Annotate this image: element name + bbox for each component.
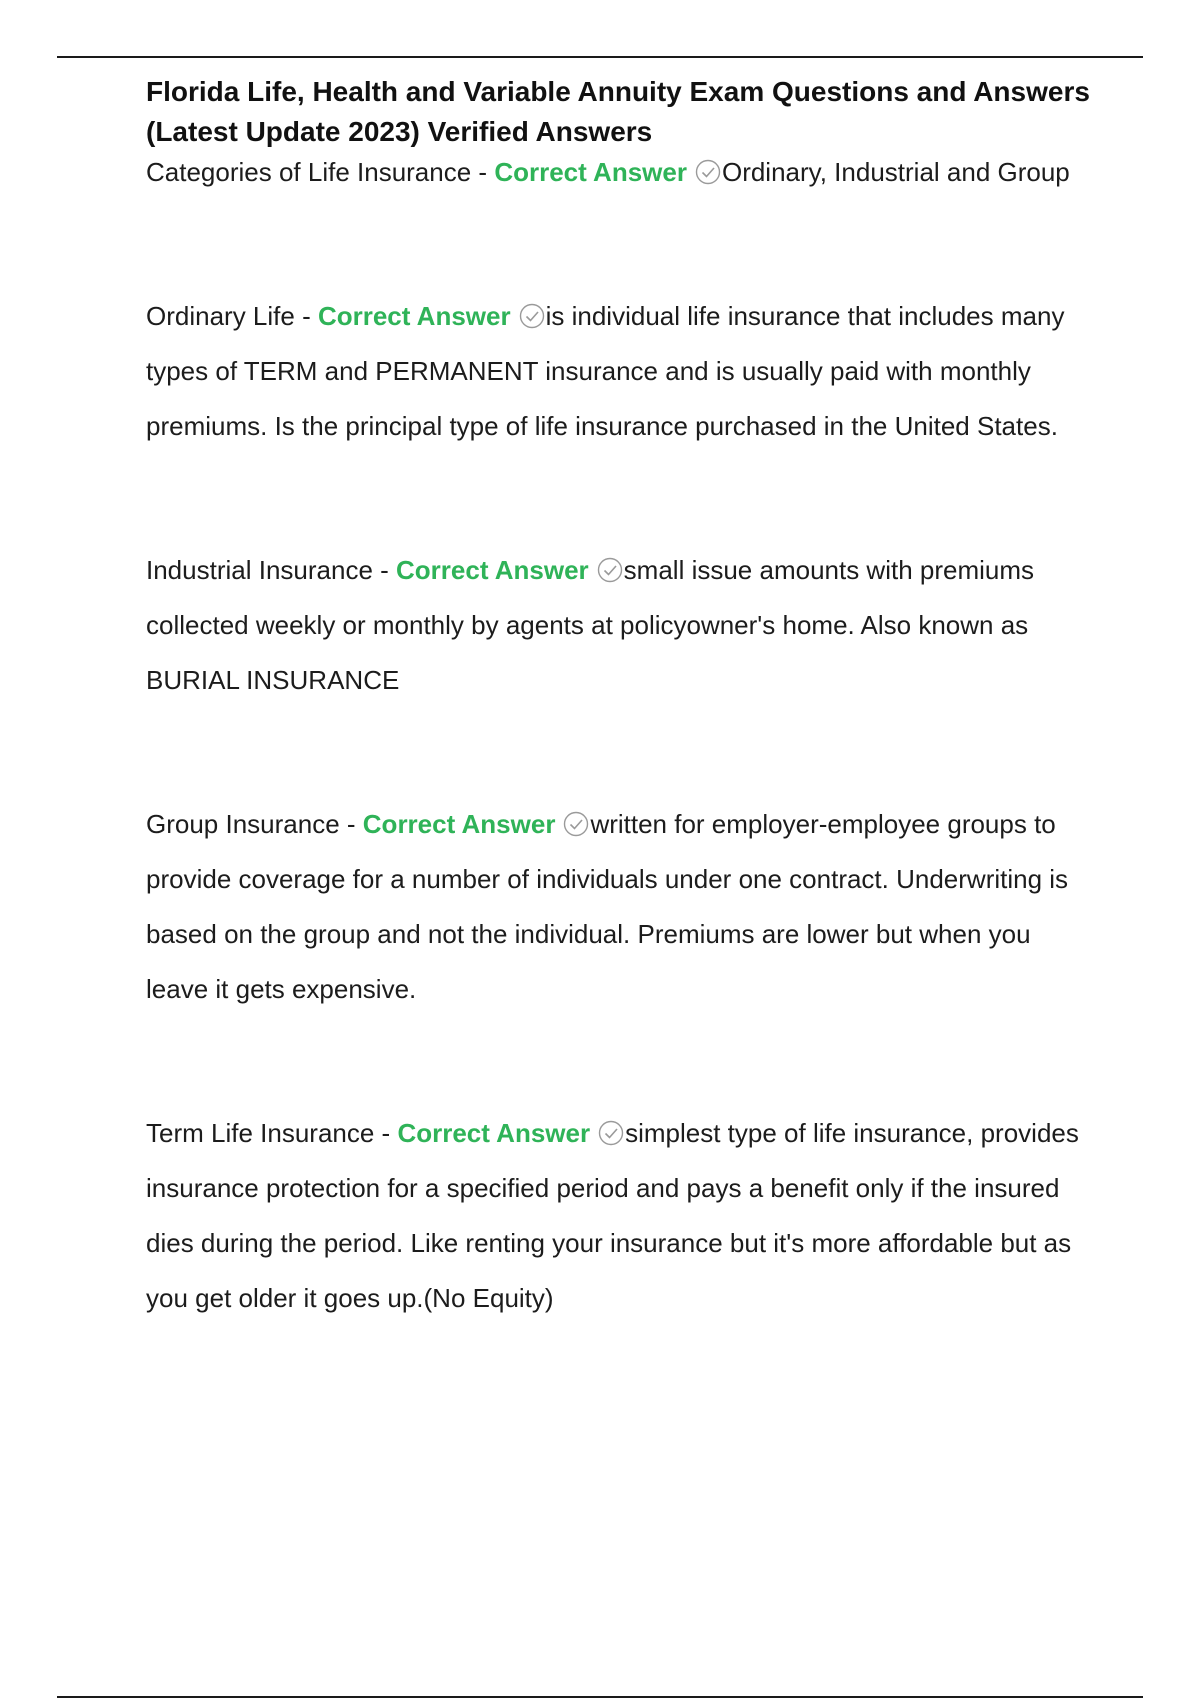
question-term: Term Life Insurance <box>146 1118 375 1148</box>
answer-text: small issue amounts with premiums collected weekly or monthly by agents at policyowner's home. Also known as BURIAL INSURANCE <box>146 555 1035 695</box>
answer-text: written for employer-employee groups to provide coverage for a number of individuals under one contract. Underwriting is based on the group and not the individual. Premiums are lower but when you leave it gets expensive. <box>146 809 1069 1004</box>
question-term: Industrial Insurance <box>146 555 373 585</box>
qa-item <box>146 1106 1096 1326</box>
answer-text: Ordinary, Industrial and Group <box>721 157 1070 187</box>
check-circle-icon <box>695 159 721 185</box>
answer-text: is individual life insurance that includes many types of TERM and PERMANENT insurance and is usually paid with monthly premiums. Is the principal type of life insurance purchased in the United States. <box>146 301 1065 441</box>
question-term: Categories of Life Insurance <box>146 157 472 187</box>
bottom-divider <box>57 1696 1143 1698</box>
qa-item <box>146 145 1096 200</box>
separator: - <box>294 301 318 331</box>
check-circle-icon <box>598 1120 624 1146</box>
question-term: Ordinary Life <box>146 301 295 331</box>
check-circle-icon <box>597 557 623 583</box>
document-body <box>146 72 1096 1326</box>
correct-answer-label: Correct Answer <box>494 157 687 187</box>
separator: - <box>471 157 495 187</box>
question-term: Group Insurance <box>146 809 340 839</box>
check-circle-icon <box>519 303 545 329</box>
correct-answer-label: Correct Answer <box>397 1118 591 1148</box>
correct-answer-label: Correct Answer <box>362 809 556 839</box>
page-title: Florida Life, Health and Variable Annuity Exam Questions and Answers (Latest Update 2023) Verified Answers <box>146 76 1090 147</box>
separator: - <box>372 555 397 585</box>
top-divider <box>57 56 1143 58</box>
check-circle-icon <box>563 811 589 837</box>
qa-item <box>146 797 1096 1017</box>
correct-answer-label: Correct Answer <box>396 555 589 585</box>
qa-item <box>146 543 1096 708</box>
qa-item <box>146 289 1096 454</box>
correct-answer-label: Correct Answer <box>317 301 511 331</box>
separator: - <box>374 1118 398 1148</box>
separator: - <box>339 809 363 839</box>
answer-text: simplest type of life insurance, provides insurance protection for a specified period and pays a benefit only if the insured dies during the period. Like renting your insurance but it's more affordable but as you get older it goes up.(No Equity) <box>146 1118 1079 1313</box>
